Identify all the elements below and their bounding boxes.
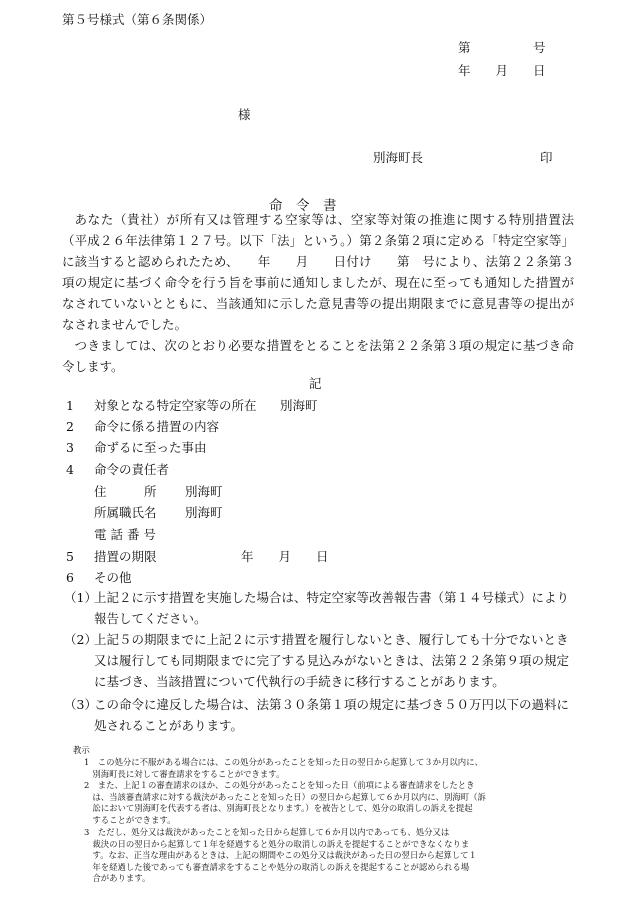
notice-line: 別海町長に対して審査請求をすることができます。 [84,768,285,779]
responsible-dept-value: 別海町 [185,505,223,520]
item-1-number: 1 [66,398,74,413]
notice-line: 訟において別海町を代表する者は、別海町長となります。）を被告として、処分の取消しの訴えを提起 [84,803,473,814]
sub-item-3 [64,694,570,736]
sub-item-2-number: （2） [64,632,97,647]
ki-heading: 記 [309,376,322,391]
sub-item-3-text: この命令に違反した場合は、法第３０条第１項の規定に基づき５０万円以下の過料に処されることがあります。 [94,697,570,733]
notice-item-2 [84,780,486,826]
responsible-dept-label: 所属職氏名 [94,505,157,520]
item-2-label: 命令に係る措置の内容 [94,419,220,434]
responsible-address-label: 住 所 [94,484,157,499]
responsible-address-value: 別海町 [185,484,223,499]
body-paragraph-2: つきましては、次のとおり必要な措置をとることを法第２２条第３項の規定に基づき命令します。 [62,338,574,374]
body-text [62,209,574,377]
addressee-suffix: 様 [238,107,251,122]
notice-line: す。なお、正当な理由があるときは、上記の期間やこの処分又は裁決があった日の翌日から起算して１ [84,850,477,861]
item-5-number: 5 [66,549,74,564]
body-paragraph-1: あなた（貴社）が所有又は管理する空家等は、空家等対策の推進に関する特別措置法（平成２６年法律第１２７号。以下「法」という。）第２条第２項に定める「特定空家等」に該当すると認められたため、 年 月 日付け 第 号により、法第２２条第３項の規定に基づく命令を行う旨を事前に通知しましたが、現在に至っても通知した措置がなされていないとともに、当該通知に示した意見書等の提出期限までに意見書等の提出がなされませんでした。 [62,212,574,332]
notice-line: 合があります。 [84,873,151,884]
form-number: 第５号様式（第６条関係） [62,12,213,27]
item-1-value: 別海町 [280,398,318,413]
notice-line: 3 ただし、処分又は裁決があったことを知った日から起算して６か月以内であっても、処分又は [84,827,450,837]
sub-item-2-text: 上記５の期限までに上記２に示す措置を履行しないとき、履行しても十分でないとき又は履行しても同期限までに完了する見込みがないときは、法第２２条第９項の規定に基づき、当該措置について代執行の手続きに移行することがあります。 [94,632,570,689]
seal-mark: 印 [540,150,553,165]
item-6-number: 6 [66,570,74,585]
notice-line: 1 この処分に不服がある場合には、この処分があったことを知った日の翌日から起算して３か月以内に、 [84,757,483,767]
date-line: 年 月 日 [458,63,546,78]
sub-item-2 [64,629,570,692]
item-1-label: 対象となる特定空家等の所在 [94,398,257,413]
notice-title: 教示 [73,745,90,755]
item-3-label: 命ずるに至った事由 [94,440,207,455]
item-2-number: 2 [66,419,74,434]
sub-item-1-text: 上記２に示す措置を実施した場合は、特定空家等改善報告書（第１４号様式）により報告してください。 [94,590,570,626]
item-5-deadline-date: 年 月 日 [241,549,329,564]
notice-line: することができます。 [84,814,176,825]
document-title: 命 令 書 [269,198,337,214]
sub-item-1 [64,587,570,629]
item-3-number: 3 [66,440,74,455]
sub-item-3-number: （3） [64,697,97,712]
responsible-phone-label: 電 話 番 号 [94,527,156,542]
item-4-number: 4 [66,462,74,477]
notice-line: 裁決の日の翌日から起算して１年を経過すると処分の取消しの訴えを提起することができなくなりま [84,838,470,849]
issuer-name: 別海町長 [373,150,424,165]
notice-line: は、当該審査請求に対する裁決があったことを知った日）の翌日から起算して６か月以内に、別海町（訴 [84,791,486,802]
item-4-label: 命令の責任者 [94,462,170,477]
notice-item-1 [84,757,483,780]
document-number-line: 第 号 [458,40,546,55]
item-6-label: その他 [94,570,132,585]
notice-item-3 [84,827,477,885]
notice-line: 2 また、上記１の審査請求のほか、この処分があったことを知った日（前項による審査請求をしたとき [84,780,475,790]
notice-line: 年を経過した後であっても審査請求をすることや処分の取消しの訴えを提起することが認められる場 [84,861,470,872]
sub-item-1-number: （1） [64,590,97,605]
item-5-label: 措置の期限 [94,549,157,564]
